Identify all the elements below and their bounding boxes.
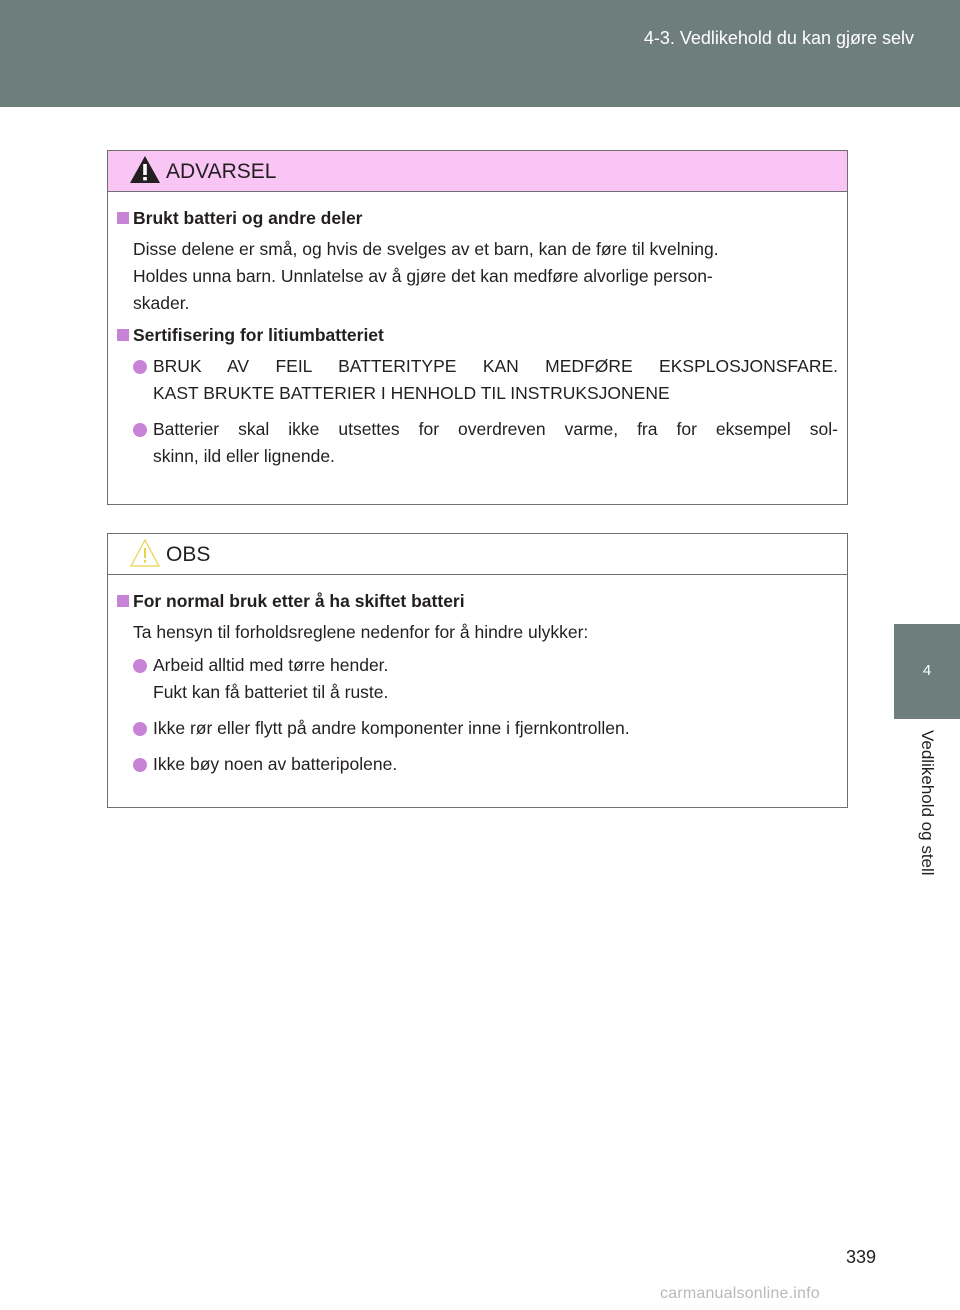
list-item: Ikke rør eller flytt på andre komponenter inne i fjernkontrollen. [133,715,838,742]
page-number: 339 [846,1247,877,1267]
warning-box-title: ADVARSEL [166,160,277,183]
notice-box [107,533,848,808]
header-band [0,0,960,107]
round-bullet-icon [133,360,147,374]
list-item: BRUK AV FEIL BATTERITYPE KAN MEDFØRE EKSPLOSJONSFARE. KAST BRUKTE BATTERIER I HENHOLD TIL INSTRUKSJONENE [133,353,838,407]
warning-box-body [108,192,847,470]
round-bullet-icon [133,758,147,772]
list-item: Arbeid alltid med tørre hender. Fukt kan få batteriet til å ruste. [133,652,838,706]
notice-box-title: OBS [166,543,211,566]
section-heading: Brukt batteri og andre deler [117,206,838,230]
square-bullet-icon [117,595,129,607]
list-item: Batterier skal ikke utsettes for overdreven varme, fra for eksempel sol- skinn, ild eller lignende. [133,416,838,470]
round-bullet-icon [133,722,147,736]
list-item: Ikke bøy noen av batteripolene. [133,751,838,778]
watermark: carmanualsonline.info [660,1285,820,1302]
warning-box [107,150,848,505]
round-bullet-icon [133,423,147,437]
round-bullet-icon [133,659,147,673]
paragraph: Disse delene er små, og hvis de svelges av et barn, kan de føre til kvelning. Holdes unna barn. Unnlatelse av å gjøre det kan medføre alvorlige person- skader. [133,239,719,313]
chapter-label-container [894,730,960,910]
square-bullet-icon [117,329,129,341]
notice-box-header [108,534,847,575]
warning-box-header [108,151,847,192]
warning-triangle-outline-icon [128,537,162,569]
warning-triangle-filled-icon [128,154,162,186]
section-heading: Sertifisering for litiumbatteriet [117,323,838,347]
chapter-tab[interactable] [894,624,960,719]
chapter-label: Vedlikehold og stell [918,730,937,876]
paragraph: Ta hensyn til forholdsreglene nedenfor for å hindre ulykker: [133,622,589,642]
square-bullet-icon [117,212,129,224]
section-title: 4-3. Vedlikehold du kan gjøre selv [643,28,914,48]
notice-box-body [108,575,847,778]
section-heading: For normal bruk etter å ha skiftet batteri [117,589,838,613]
chapter-number: 4 [922,662,932,679]
